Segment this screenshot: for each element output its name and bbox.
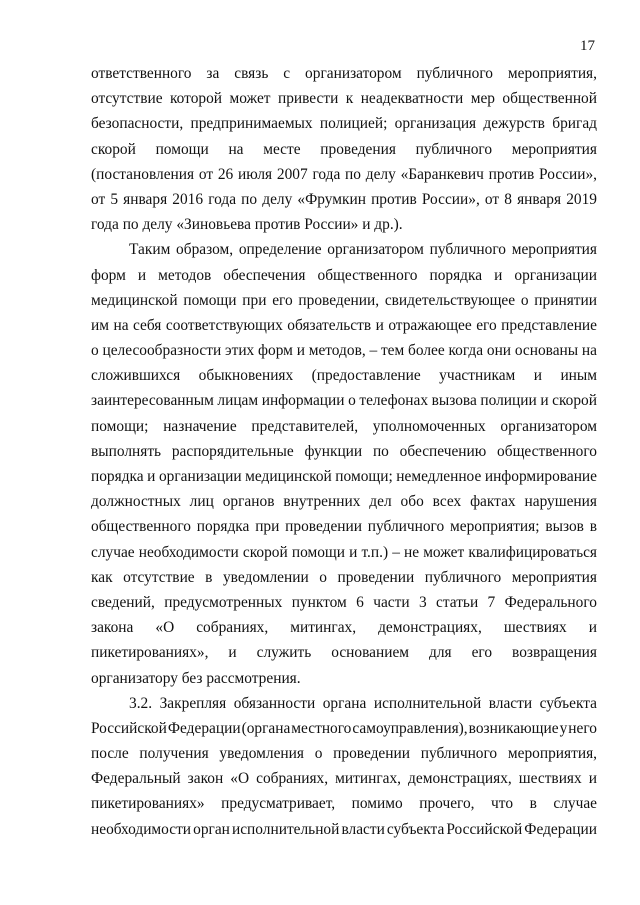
text-line: Таким образом, определение организатором публичного мероприятия (129, 241, 597, 259)
text-line: сложившихся обыкновениях (предоставление участникам и иным (91, 367, 597, 385)
text-line: скорой помощи на месте проведения публичного мероприятия (91, 140, 597, 158)
text-line: отсутствие которой может привести к неадекватности мер общественной (91, 90, 597, 108)
text-line: организатору без рассмотрения. (91, 669, 301, 687)
paragraph-2 (91, 237, 597, 690)
text-line: Российской Федерации (органа местного самоуправления), возникающие у него (91, 719, 597, 737)
text-line: Федеральный закон «О собраниях, митингах, демонстрациях, шествиях и (91, 770, 597, 788)
text-line: должностных лиц органов внутренних дел обо всех фактах нарушения (91, 493, 597, 511)
document-body (91, 61, 597, 842)
text-line: порядка и организации медицинской помощи; немедленное информирование (91, 468, 597, 485)
page-number: 17 (580, 38, 595, 54)
paragraph-3 (91, 691, 597, 842)
text-line: выполнять распорядительные функции по обеспечению общественного (91, 442, 597, 460)
text-line: года по делу «Зиновьева против России» и др.). (91, 216, 403, 234)
text-line: от 5 января 2016 года по делу «Фрумкин против России», от 8 января 2019 (91, 190, 597, 208)
text-line: закона «О собраниях, митингах, демонстрациях, шествиях и (91, 619, 597, 637)
text-line: им на себя соответствующих обязательств и отражающее его представление (91, 316, 597, 334)
text-line: ответственного за связь с организатором публичного мероприятия, (91, 65, 597, 82)
text-line: помощи; назначение представителей, уполномоченных организатором (91, 417, 597, 435)
text-line: после получения уведомления о проведении публичного мероприятия, (91, 745, 597, 763)
text-line: случае необходимости скорой помощи и т.п.) – не может квалифицироваться (91, 543, 597, 561)
text-line: общественного порядка при проведении публичного мероприятия; вызов в (91, 518, 597, 536)
text-line: пикетированиях», и служить основанием для его возвращения (91, 644, 597, 662)
text-line: как отсутствие в уведомлении о проведении публичного мероприятия (91, 568, 597, 586)
text-line: заинтересованным лицам информации о телефонах вызова полиции и скорой (91, 392, 597, 410)
text-line: сведений, предусмотренных пунктом 6 части 3 статьи 7 Федерального (91, 593, 597, 611)
text-line: безопасности, предпринимаемых полицией; организация дежурств бригад (91, 115, 597, 133)
text-line: медицинской помощи при его проведении, свидетельствующее о принятии (91, 291, 597, 309)
text-line: о целесообразности этих форм и методов, – тем более когда они основаны на (91, 342, 597, 360)
text-line: пикетированиях» предусматривает, помимо прочего, что в случае (91, 795, 597, 813)
text-line: (постановления от 26 июля 2007 года по делу «Баранкевич против России», (91, 165, 597, 183)
text-line: 3.2. Закрепляя обязанности органа исполнительной власти субъекта (129, 694, 597, 712)
text-line: форм и методов обеспечения общественного порядка и организации (91, 266, 597, 284)
text-line: необходимости орган исполнительной власти субъекта Российской Федерации (91, 820, 597, 838)
paragraph-1 (91, 61, 597, 237)
